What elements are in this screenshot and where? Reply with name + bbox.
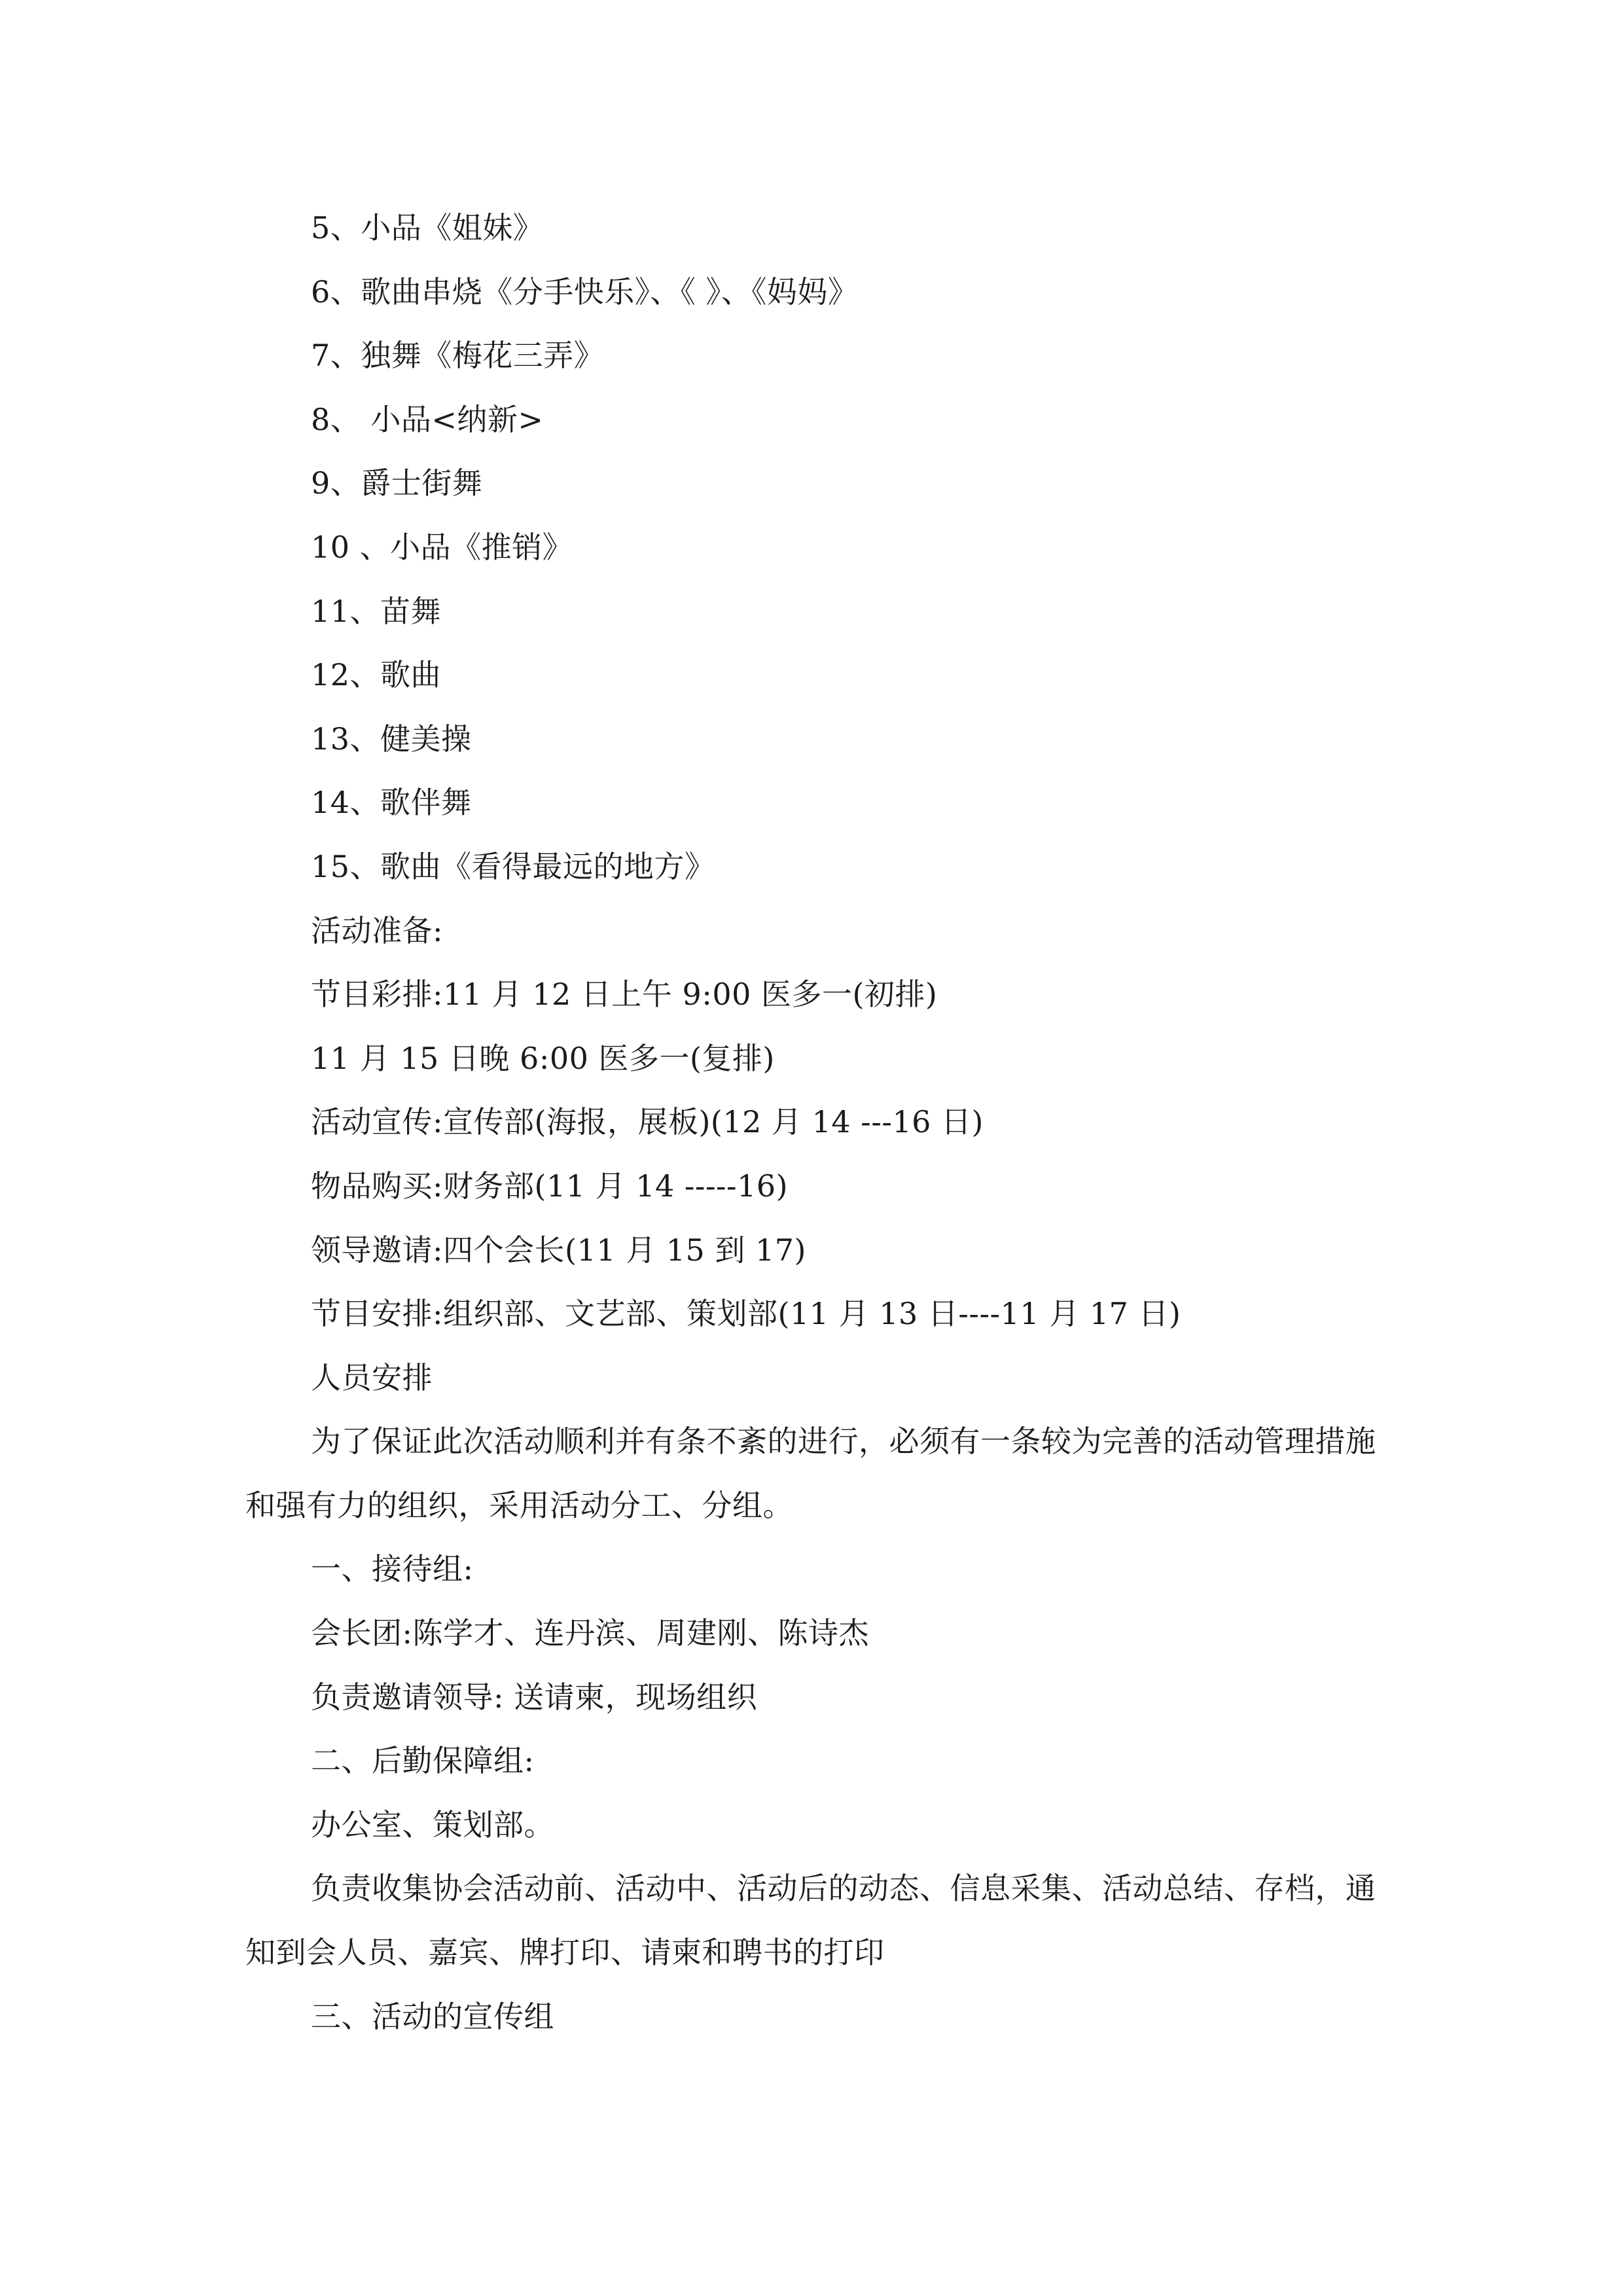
program-item-6: 6、歌曲串烧《分手快乐》、《 》、《妈妈》: [311, 274, 859, 310]
program-item-12: 12、歌曲: [311, 657, 442, 693]
program-item-9: 9、爵士街舞: [311, 465, 483, 501]
rehearsal-first: 节目彩排:11 月 12 日上午 9:00 医多一(初排): [311, 977, 938, 1013]
group-logistics-members: 办公室、策划部。: [311, 1806, 554, 1842]
program-arrangement-line: 节目安排:组织部、文艺部、策划部(11 月 13 日----11 月 17 日): [311, 1296, 1181, 1332]
rehearsal-second: 11 月 15 日晚 6:00 医多一(复排): [311, 1040, 775, 1076]
program-item-10: 10 、小品《推销》: [311, 529, 573, 565]
group-reception-members: 会长团:陈学才、连丹滨、周建刚、陈诗杰: [311, 1615, 869, 1651]
group-logistics-heading: 二、后勤保障组:: [311, 1743, 535, 1779]
program-item-5: 5、小品《姐妹》: [311, 210, 544, 245]
program-item-14: 14、歌伴舞: [311, 785, 472, 821]
program-item-13: 13、健美操: [311, 721, 472, 757]
group-reception-duty: 负责邀请领导: 送请柬，现场组织: [311, 1679, 758, 1715]
section-heading-staffing: 人员安排: [311, 1359, 433, 1395]
group-reception-heading: 一、接待组:: [311, 1551, 474, 1587]
section-heading-preparation: 活动准备:: [311, 912, 443, 948]
program-item-7: 7、独舞《梅花三弄》: [311, 338, 605, 374]
invitation-line: 领导邀请:四个会长(11 月 15 到 17): [311, 1232, 806, 1268]
group-publicity-heading: 三、活动的宣传组: [311, 1998, 554, 2034]
purchasing-line: 物品购买:财务部(11 月 14 -----16): [311, 1168, 789, 1204]
program-item-15: 15、歌曲《看得最远的地方》: [311, 848, 715, 884]
program-item-11: 11、苗舞: [311, 593, 442, 629]
document-body: [245, 196, 1397, 2049]
paragraph-management: 为了保证此次活动顺利并有条不紊的进行，必须有一条较为完善的活动管理措施 和强有力的组织，采用活动分工、分组。: [245, 1424, 1376, 1523]
paragraph-logistics-duty: 负责收集协会活动前、活动中、活动后的动态、信息采集、活动总结、存档，通知到会人员、嘉宾、牌打印、请柬和聘书的打印: [245, 1871, 1376, 1971]
program-item-8: 8、 小品<纳新>: [311, 401, 544, 437]
publicity-line: 活动宣传:宣传部(海报，展板)(12 月 14 ---16 日): [311, 1104, 984, 1140]
